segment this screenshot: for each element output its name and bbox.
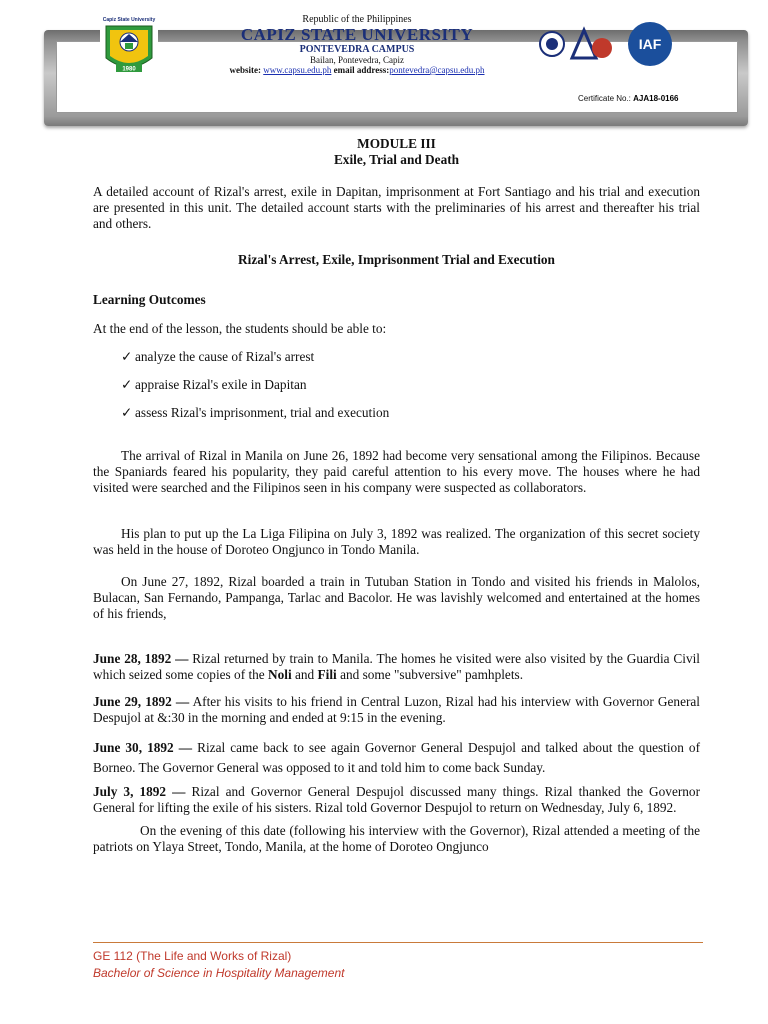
checkmark-icon: ✓	[121, 377, 133, 392]
timeline-entry-july-3: July 3, 1892 — Rizal and Governor General Despujol discussed many things. Rizal thanked the Governor General for lifting the exile of his sisters. Rizal told Governor Despujol to return on Wednesday, July 6, 1892.	[93, 784, 700, 815]
republic-text: Republic of the Philippines	[302, 14, 412, 25]
campus-name: PONTEVEDRA CAMPUS	[299, 44, 415, 55]
website-label: website:	[229, 65, 261, 75]
body-paragraph-1: The arrival of Rizal in Manila on June 26, 1892 had become very sensational among the Filipinos. Because the Spaniards feared his popularity, they paid careful attention to his every move. The houses where he had visited were searched and the Filipinos seen in his company were suspected as collaborators.	[93, 448, 700, 495]
outcomes-heading: Learning Outcomes	[93, 292, 206, 307]
campus-address: Bailan, Pontevedra, Capiz	[310, 55, 404, 65]
footer-divider	[93, 942, 703, 943]
outcome-item: ✓ appraise Rizal's exile in Dapitan	[121, 377, 307, 392]
timeline-entry-june-30: June 30, 1892 — Rizal came back to see again Governor General Despujol and talked about the question of Borneo. The Governor General was opposed to it and told him to come back Sunday.	[93, 740, 700, 775]
module-number: MODULE III	[357, 136, 436, 151]
logo-text: Capiz State University	[102, 17, 156, 23]
header-text	[162, 14, 552, 76]
checkmark-icon: ✓	[121, 349, 133, 364]
website-link[interactable]: www.capsu.edu.ph	[263, 65, 332, 75]
svg-text:IAF: IAF	[638, 36, 662, 52]
university-logo	[100, 14, 158, 80]
certificate-number: Certificate No.: AJA18-0166	[578, 94, 679, 103]
outcome-item: ✓ analyze the cause of Rizal's arrest	[121, 349, 315, 364]
section-title: Rizal's Arrest, Exile, Imprisonment Trial and Execution	[238, 252, 555, 267]
checkmark-icon: ✓	[121, 405, 133, 420]
outcome-item: ✓ assess Rizal's imprisonment, trial and execution	[121, 405, 390, 420]
uab-mark-icon	[572, 30, 596, 58]
footer-course: GE 112 (The Life and Works of Rizal)	[93, 949, 292, 963]
university-name: CAPIZ STATE UNIVERSITY	[240, 25, 474, 44]
body-paragraph-4: On the evening of this date (following his interview with the Governor), Rizal attended a meeting of the patriots on Ylaya Street, Tondo, Manila, at the home of Doroteo Ongjunco	[93, 823, 700, 854]
timeline-entry-june-29: June 29, 1892 — After his visits to his friend in Central Luzon, Rizal had his interview with Governor General Despujol at &:30 in the morning and ended at 9:15 in the evening.	[93, 694, 701, 725]
timeline-entry-june-28: June 28, 1892 — Rizal returned by train to Manila. The homes he visited were also visited by the Guardia Civil which seized some copies of the Noli and Fili and some "subversive" pamhplets.	[93, 651, 701, 682]
footer-program: Bachelor of Science in Hospitality Management	[93, 966, 345, 980]
contact-line	[162, 65, 552, 76]
logo-year: 1980	[122, 66, 136, 73]
certification-logos	[538, 18, 698, 82]
intro-paragraph: A detailed account of Rizal's arrest, exile in Dapitan, imprisonment at Fort Santiago and his trial and execution are presented in this unit. The detailed account starts with the preliminaries of his arrest and thereafter his trial and others.	[93, 184, 700, 231]
body-paragraph-2: His plan to put up the La Liga Filipina on July 3, 1892 was realized. The organization of this secret society was held in the house of Doroteo Ongjunco in Tondo Manila.	[93, 526, 700, 557]
outcomes-lead: At the end of the lesson, the students should be able to:	[93, 321, 387, 336]
module-title: Exile, Trial and Death	[333, 152, 460, 167]
email-label: email address:	[333, 65, 390, 75]
email-link[interactable]: pontevedra@capsu.edu.ph	[389, 65, 485, 75]
body-paragraph-3: On June 27, 1892, Rizal boarded a train in Tutuban Station in Tondo and visited his friends in Malolos, Bulacan, San Fernando, Pampanga, Tarlac and Bacolor. He was lavishly welcomed and entertained at the homes of his friends,	[93, 574, 700, 621]
